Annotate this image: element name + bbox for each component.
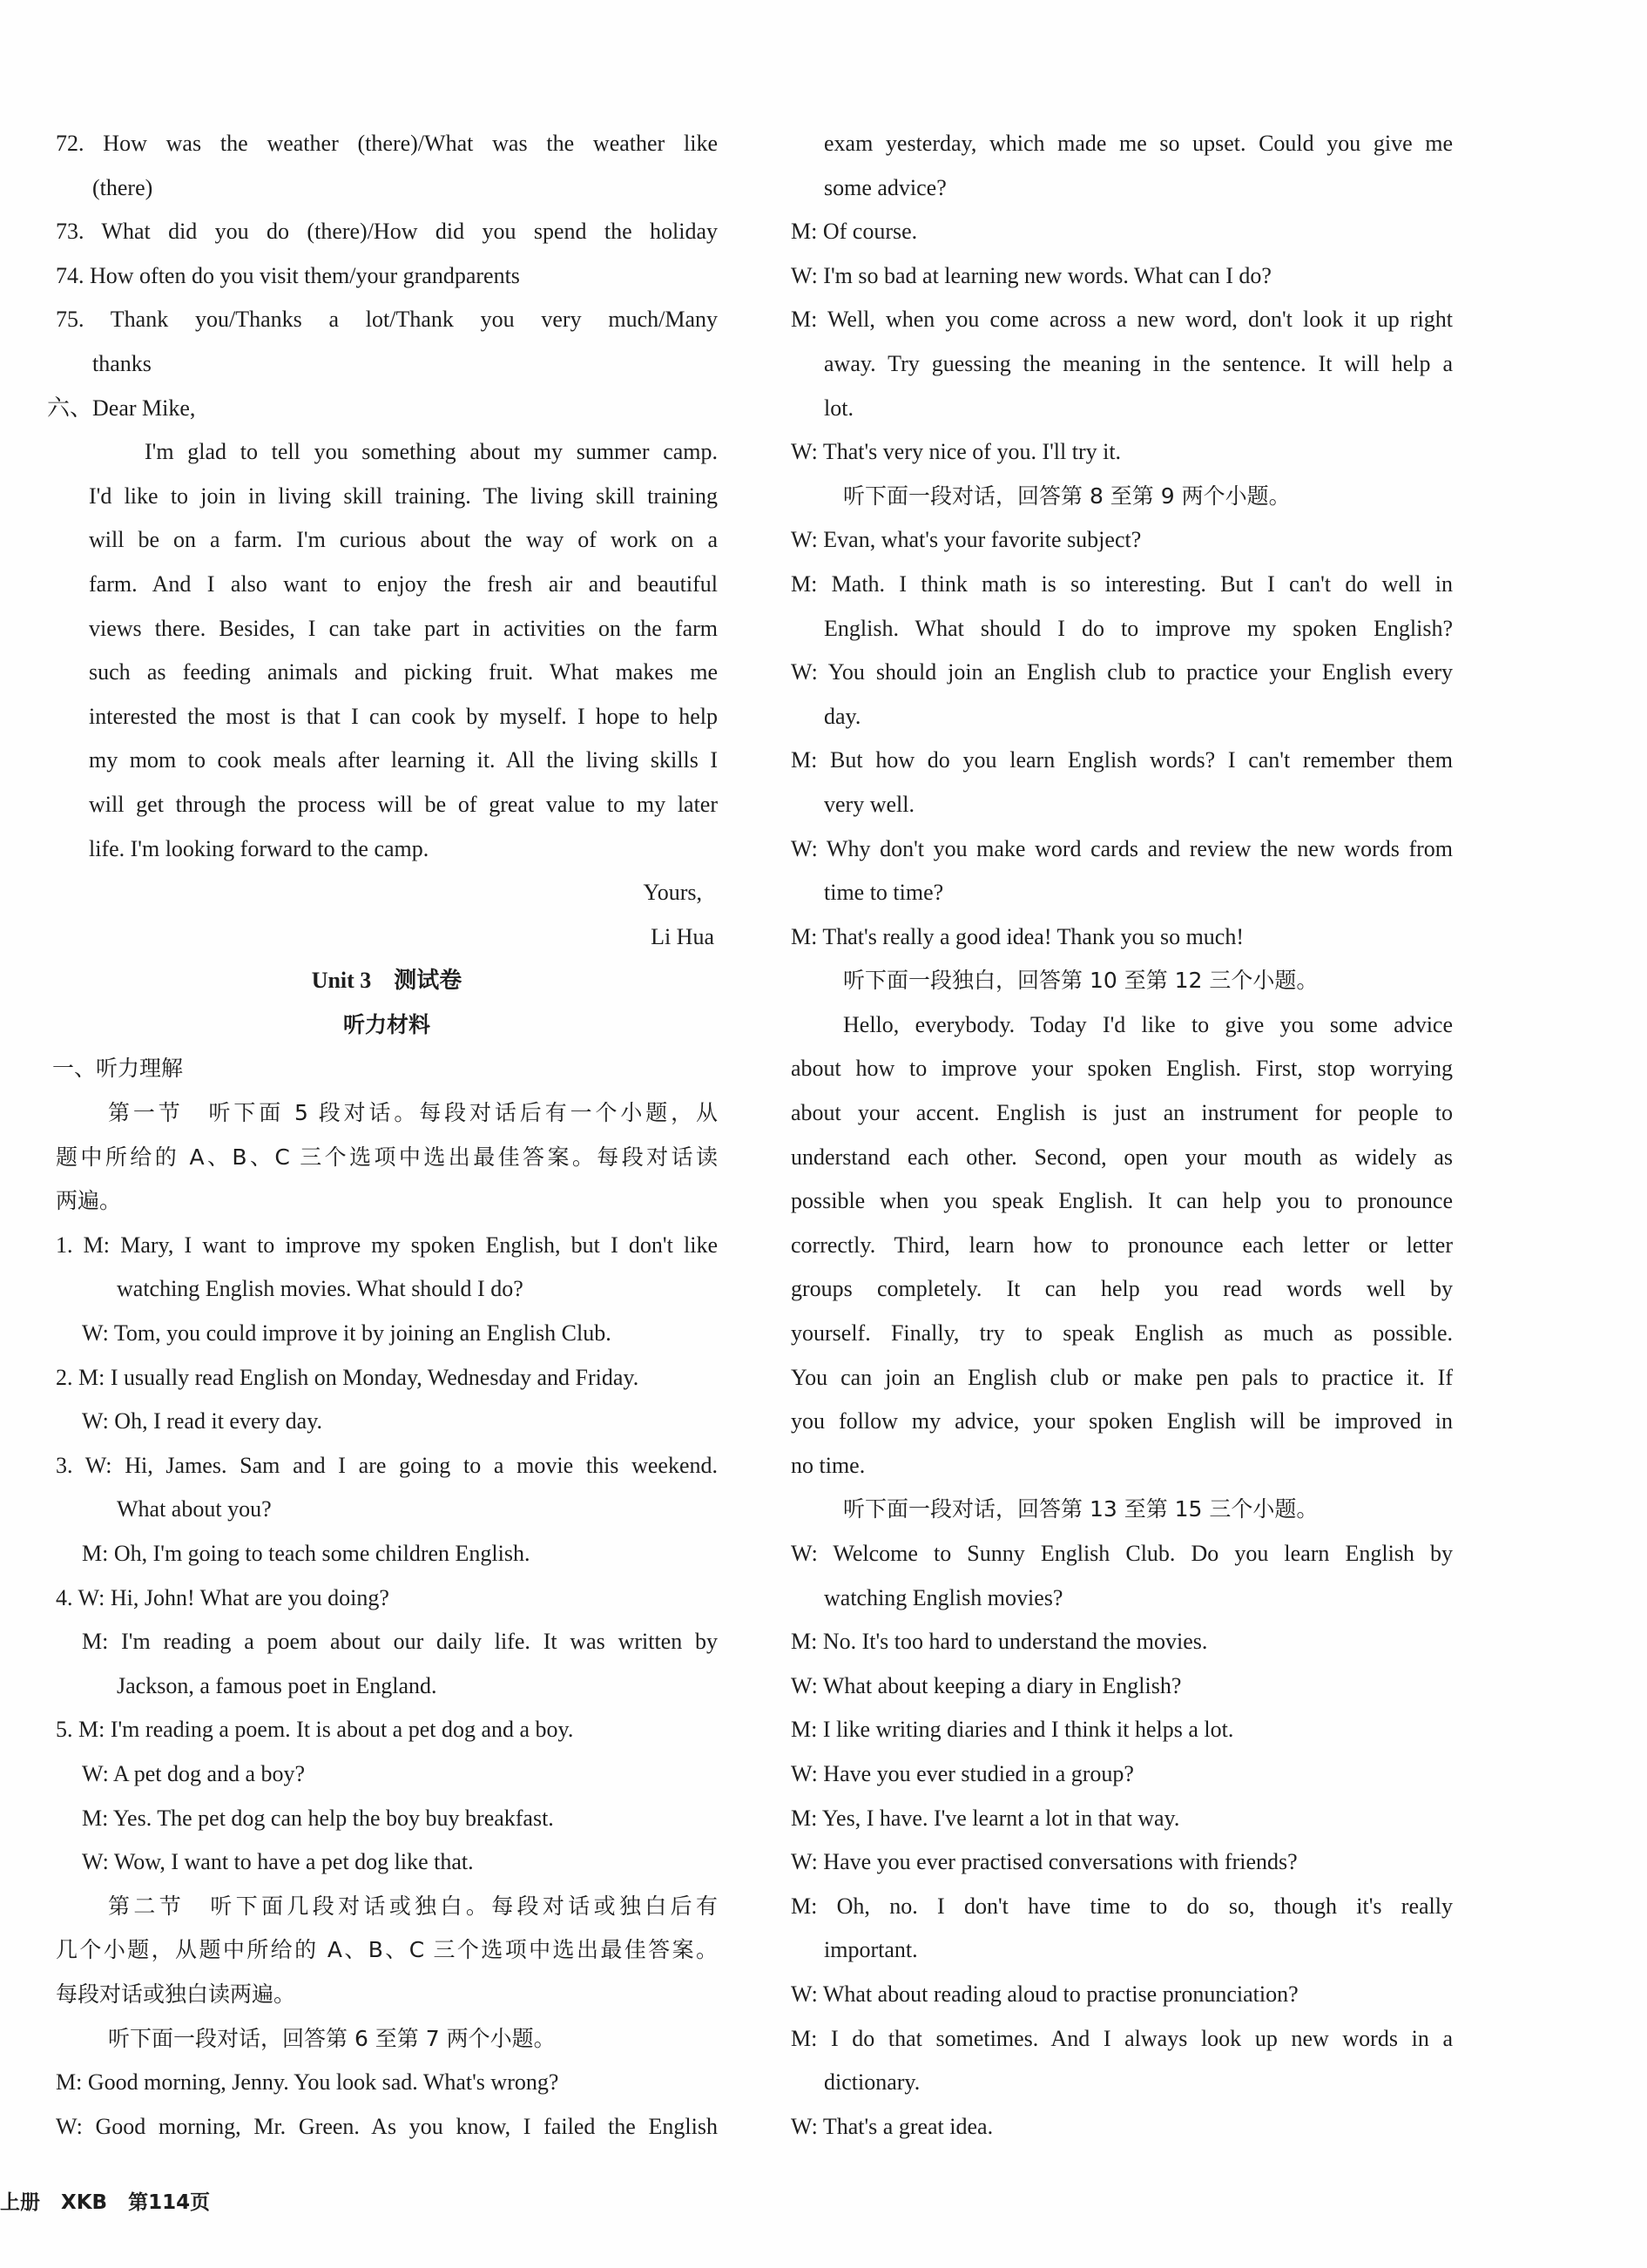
conversation-8-9-line: day. [824,703,861,729]
conversation-8-9-line: very well. [824,791,915,817]
dialogue-4-line: M: I'm reading a poem about our daily life. It was written by [82,1629,718,1655]
essay-line: I'd like to join in living skill training. The living skill training [89,483,718,509]
dialogue-1-line: 1. M: Mary, I want to improve my spoken English, but I don't like [56,1232,718,1258]
conversation-13-15-line: W: Welcome to Sunny English Club. Do you learn English by [791,1541,1453,1566]
answer-72: 72. How was the weather (there)/What was the weather like [56,131,718,156]
dialogue-5-line: 5. M: I'm reading a poem. It is about a pet dog and a boy. [56,1717,574,1743]
monologue-line: no time. [791,1452,866,1478]
conversation-13-15-line: W: Have you ever practised conversations with friends? [791,1849,1298,1875]
conversation-13-15-line: W: That's a great idea. [791,2113,994,2139]
essay-line: will be on a farm. I'm curious about the way of work on a [89,527,718,553]
monologue-line: about how to improve your spoken English. First, stop worrying [791,1056,1453,1082]
essay-line: will get through the process will be of great value to my later [89,791,718,817]
right-column [791,122,1453,2149]
conversation-8-9-line: M: But how do you learn English words? I can't remember them [791,747,1453,773]
essay-body [56,430,718,871]
essay-line: such as feeding animals and picking fruit. What makes me [89,659,718,685]
conversation-13-15-line: M: Yes, I have. I've learnt a lot in that way. [791,1805,1180,1831]
conversation-8-9-line: English. What should I do to improve my spoken English? [824,615,1453,641]
section-2-instruction: 第二节 听下面几段对话或独白。每段对话或独白后有 [108,1893,718,1919]
dialogue-2-line: W: Oh, I read it every day. [82,1408,323,1434]
question-13-15-instruction: 听下面一段对话，回答第 13 至第 15 三个小题。 [843,1496,1319,1522]
conversation-8-9-line: W: You should join an English club to practice your English every [791,659,1453,685]
essay-line: farm. And I also want to enjoy the fresh air and beautiful [89,570,718,597]
essay-line: interested the most is that I can cook by myself. I hope to help [89,703,718,729]
part-1-heading: 一、听力理解 [52,1056,184,1082]
conversation-8-9-line: M: Math. I think math is so interesting. But I can't do well in [791,570,1453,597]
dialogue-5-line: W: A pet dog and a boy? [82,1760,306,1786]
monologue-line: Hello, everybody. Today I'd like to give you some advice [843,1011,1453,1037]
dialogue-5-line: M: Yes. The pet dog can help the boy buy breakfast. [82,1805,554,1831]
conversation-6-7-line: lot. [824,395,854,421]
section-1-instruction: 两遍。 [56,1188,122,1214]
conversation-8-9-line: M: That's really a good idea! Thank you so much! [791,923,1244,949]
letter-closing: Yours, [643,880,702,906]
conversation-13-15-line: W: What about keeping a diary in English? [791,1672,1182,1698]
unit-title: Unit 3 测试卷 [311,968,462,994]
section-1-instruction: 第一节 听下面 5 段对话。每段对话后有一个小题，从 [108,1100,718,1126]
conversation-6-7-line: W: That's very nice of you. I'll try it. [791,439,1122,465]
letter-signature: Li Hua [651,923,714,949]
section-2-instruction: 每段对话或独白读两遍。 [56,1981,296,2007]
conversation-6-7-line: some advice? [824,174,947,200]
listening-material-title: 听力材料 [342,1011,430,1037]
conversation-8-9-line: time to time? [824,880,944,906]
dialogue-2-line: 2. M: I usually read English on Monday, Wednesday and Friday. [56,1364,639,1390]
conversation-13-15-line: M: I like writing diaries and I think it helps a lot. [791,1717,1234,1743]
section-1-instruction: 题中所给的 A、B、C 三个选项中选出最佳答案。每段对话读 [56,1144,718,1170]
dialogue-3-line: M: Oh, I'm going to teach some children English. [82,1541,530,1566]
dialogue-5-line: W: Wow, I want to have a pet dog like that. [82,1849,474,1875]
conversation-6-7-line: away. Try guessing the meaning in the sentence. It will help a [824,350,1453,376]
dialogue-4-line: 4. W: Hi, John! What are you doing? [56,1584,389,1610]
conversation-13-15-line: watching English movies? [824,1584,1063,1610]
answer-74: 74. How often do you visit them/your grandparents [56,262,520,288]
conversation-13-15-line: important. [824,1937,918,1963]
monologue-line: understand each other. Second, open your mouth as widely as [791,1144,1453,1170]
question-8-9-instruction: 听下面一段对话，回答第 8 至第 9 两个小题。 [843,483,1291,509]
section-6-salutation: 六、Dear Mike, [47,395,196,421]
answer-73: 73. What did you do (there)/How did you spend the holiday [56,219,718,245]
conversation-13-15-line: M: I do that sometimes. And I always look up new words in a [791,2025,1453,2051]
dialogue-3-line: 3. W: Hi, James. Sam and I are going to a movie this weekend. [56,1452,718,1478]
question-6-7-instruction: 听下面一段对话，回答第 6 至第 7 两个小题。 [108,2025,556,2051]
answer-75: 75. Thank you/Thanks a lot/Thank you very much/Many [56,307,718,333]
page-footer [0,2186,231,2215]
dialogue-1-line: watching English movies. What should I do? [117,1276,523,1302]
conversation-13-15-line: W: Have you ever studied in a group? [791,1760,1134,1786]
monologue-line: yourself. Finally, try to speak English as much as possible. [791,1320,1453,1347]
monologue-line: groups completely. It can help you read words well by [791,1276,1453,1302]
left-column [47,122,718,2149]
conversation-6-7-line: M: Well, when you come across a new word, don't look it up right [791,307,1453,333]
conversation-6-7-line: exam yesterday, which made me so upset. Could you give me [824,131,1453,156]
monologue-line: correctly. Third, learn how to pronounce each letter or letter [791,1232,1453,1258]
question-10-12-instruction: 听下面一段独白，回答第 10 至第 12 三个小题。 [843,968,1319,994]
dialogue-3-line: What about you? [117,1496,272,1522]
conversation-13-15-line: W: What about reading aloud to practise pronunciation? [791,1981,1299,2007]
monologue-body [791,1003,1453,1488]
conversation-13-15-line: M: Oh, no. I don't have time to do so, though it's really [791,1893,1453,1919]
section-2-instruction: 几个小题，从题中所给的 A、B、C 三个选项中选出最佳答案。 [56,1937,718,1963]
monologue-line: possible when you speak English. It can help you to pronounce [791,1188,1453,1214]
monologue-line: about your accent. English is just an instrument for people to [791,1100,1453,1126]
conversation-6-7-line: W: I'm so bad at learning new words. What can I do? [791,262,1272,288]
answer-72-continued: (there) [92,174,153,200]
conversation-13-15-line: M: No. It's too hard to understand the movies. [791,1629,1208,1655]
essay-line: views there. Besides, I can take part in activities on the farm [89,615,718,641]
essay-line: life. I'm looking forward to the camp. [89,835,429,861]
conversation-6-7-line: M: Good morning, Jenny. You look sad. What's wrong? [56,2069,559,2096]
footer-code: XKB [61,2191,108,2214]
dialogue-1-line: W: Tom, you could improve it by joining an English Club. [82,1320,611,1347]
footer-volume: 上册 [0,2191,40,2214]
monologue-line: you follow my advice, your spoken English will be improved in [791,1408,1453,1434]
dialogue-4-line: Jackson, a famous poet in England. [117,1672,437,1698]
conversation-6-7-line: W: Good morning, Mr. Green. As you know, I failed the English [56,2113,718,2139]
answer-75-continued: thanks [92,350,152,376]
footer-page-number: 第114页 [128,2191,211,2214]
conversation-8-9-line: W: Evan, what's your favorite subject? [791,527,1142,553]
conversation-6-7-line: M: Of course. [791,219,918,245]
essay-line: I'm glad to tell you something about my summer camp. [145,439,718,465]
monologue-line: You can join an English club or make pen pals to practice it. If [791,1364,1453,1390]
essay-line: my mom to cook meals after learning it. All the living skills I [89,747,718,773]
conversation-13-15-line: dictionary. [824,2069,921,2096]
conversation-8-9-line: W: Why don't you make word cards and review the new words from [791,835,1453,861]
